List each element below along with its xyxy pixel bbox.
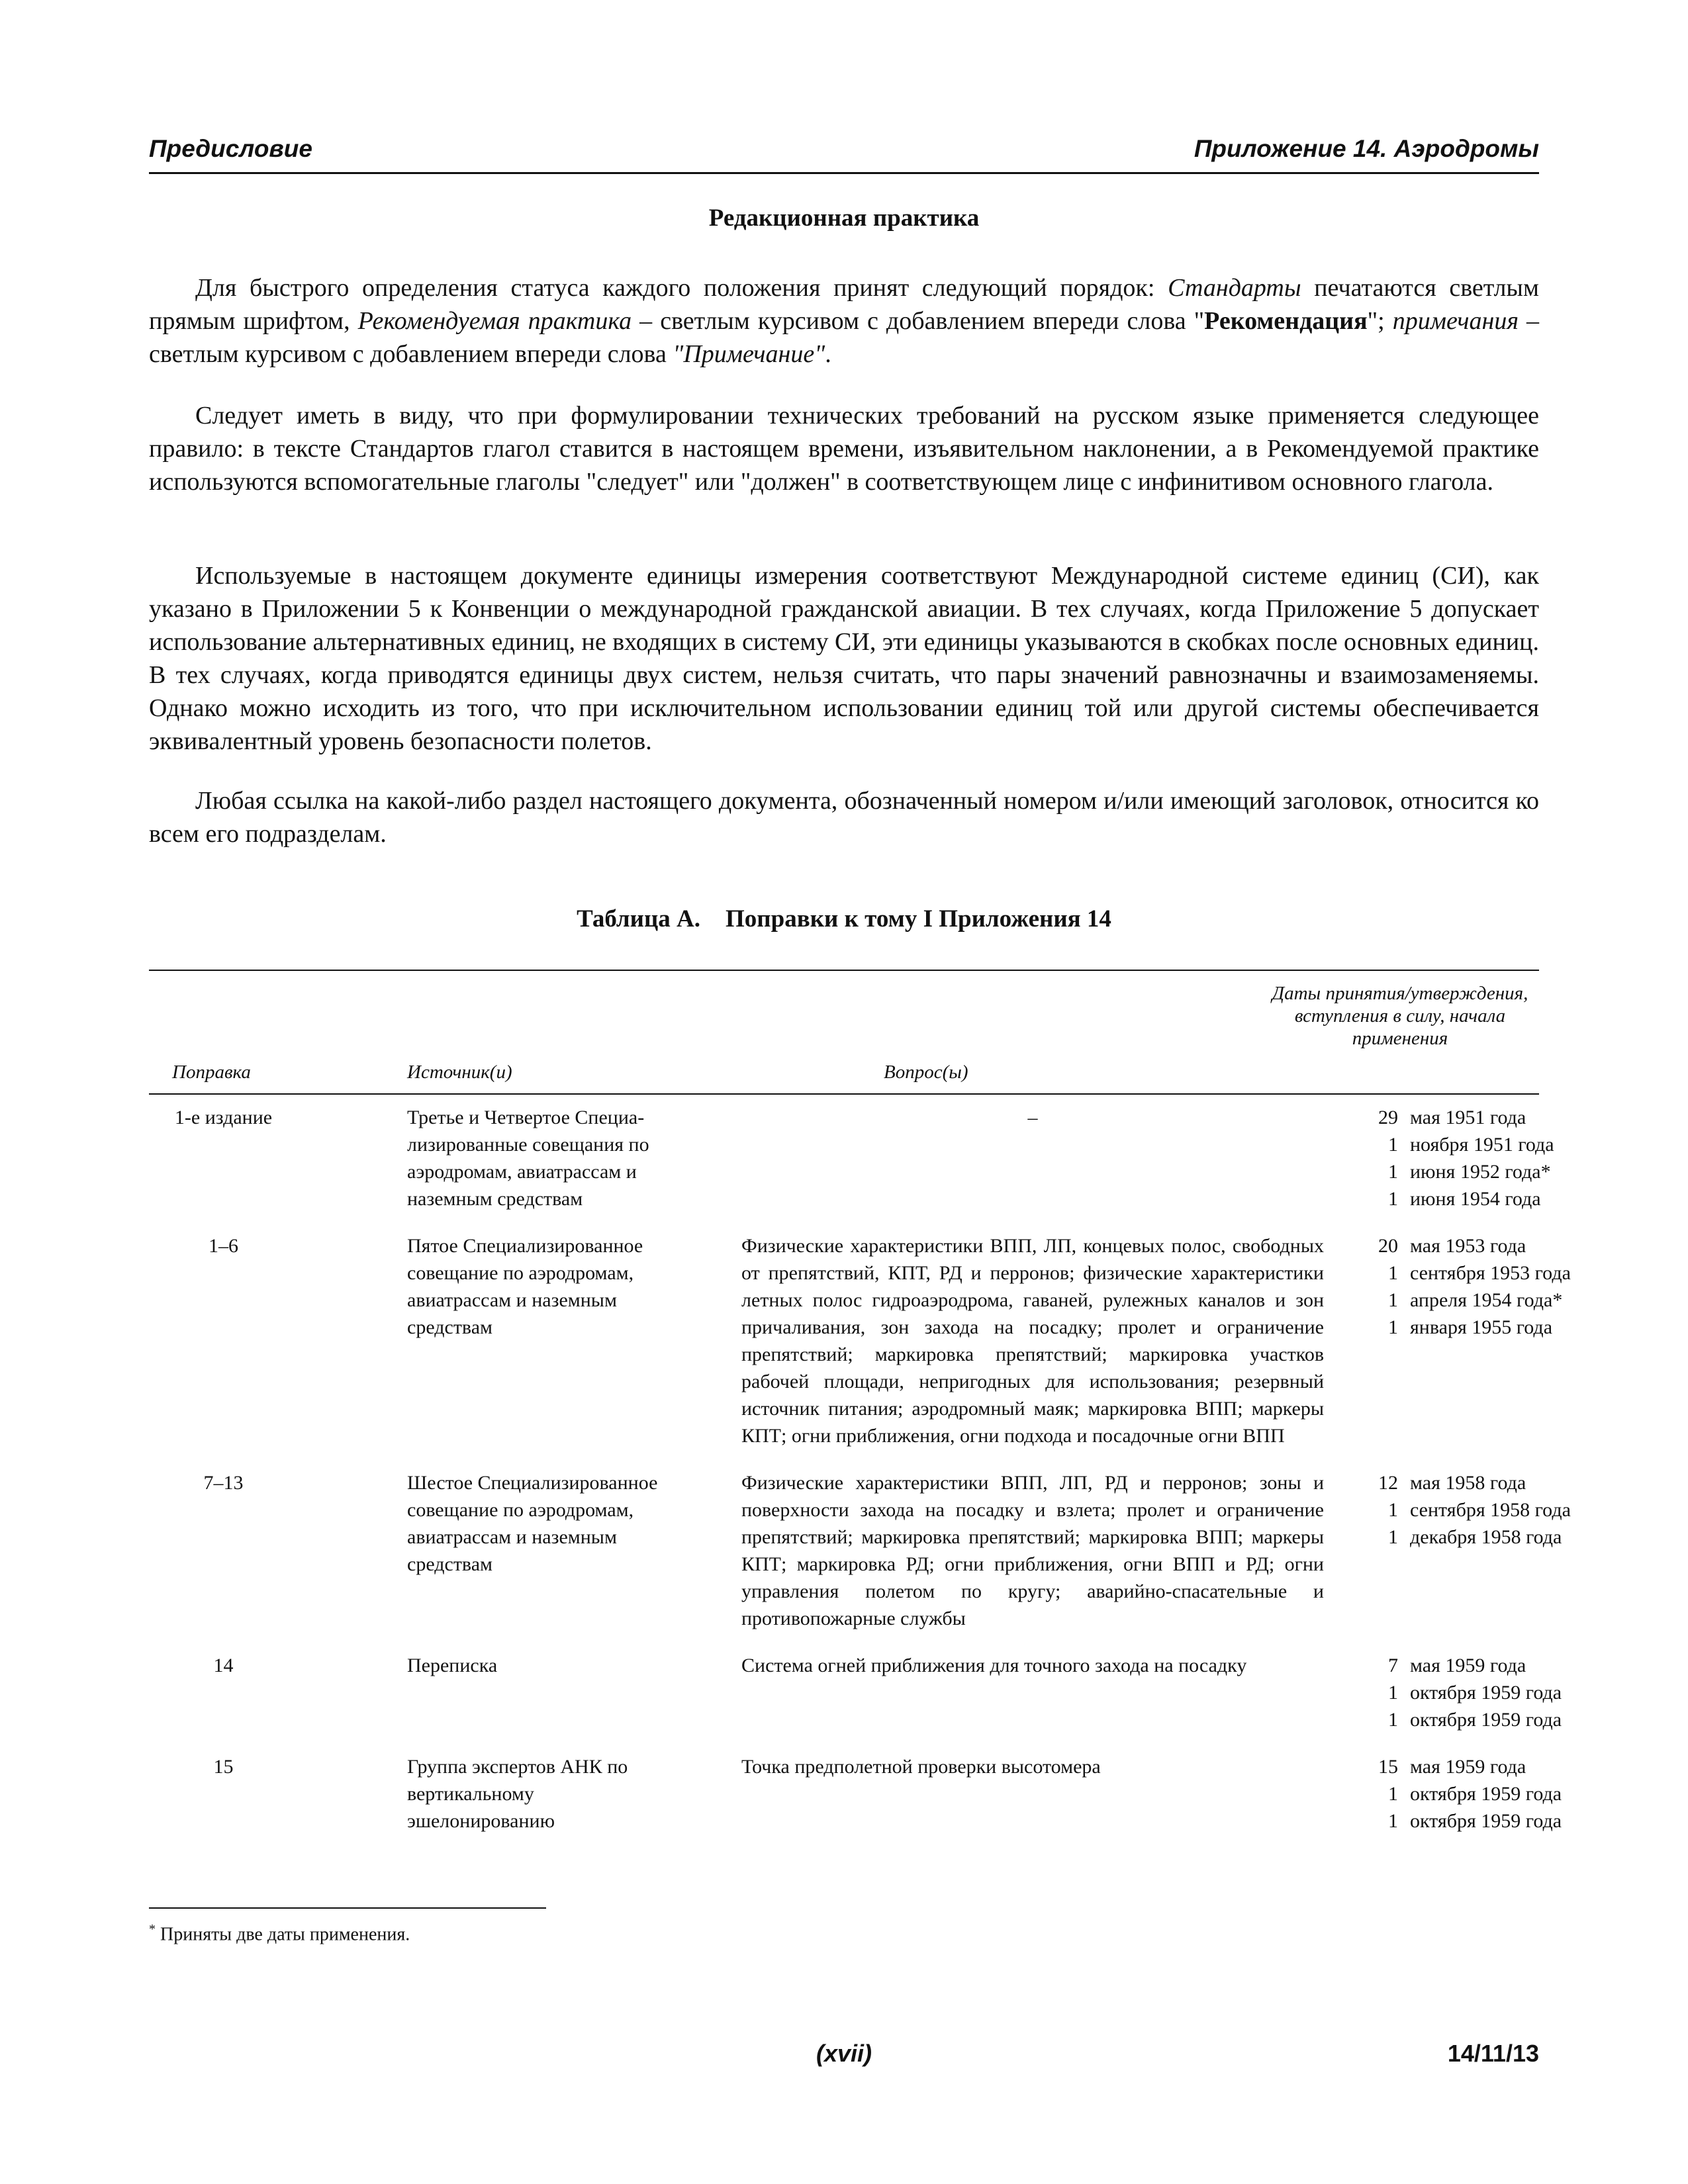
date-line: 1 июня 1954 года	[1388, 1188, 1541, 1210]
date-line: 1 октября 1959 года	[1388, 1810, 1562, 1832]
table-title	[149, 905, 1539, 933]
table-row	[149, 1469, 1571, 1632]
cell-dates	[1370, 1469, 1642, 1551]
amendments-table-body	[149, 1104, 1571, 1854]
cell-dates	[1370, 1104, 1642, 1212]
date-line: 1 октября 1959 года	[1388, 1682, 1562, 1704]
cell-dates	[1370, 1753, 1642, 1835]
cell-source: Переписка	[407, 1655, 498, 1676]
document-page	[149, 0, 1571, 2184]
paragraph-language-rule: Следует иметь в виду, что при формулировании технических требований на русском языке применяется следующее правило: в тексте Стандартов глагол ставится в настоящем времени, изъявительном наклонении, а в Рекомендуемой практике используются вспомогательные глаголы "следует" или "должен" в соответствующем лице с инфинитивом основного глагола.	[149, 402, 1539, 496]
cell-source: Третье и Четвертое Специализированные совещания по аэродромам, авиатрассам и наземным средствам	[407, 1107, 649, 1210]
cell-source: Группа экспертов АНК по вертикальному эшелонированию	[407, 1756, 628, 1832]
footnote-rule	[149, 1907, 546, 1909]
table-row	[149, 1104, 1554, 1212]
cell-question: –	[1027, 1107, 1038, 1128]
cell-question: Система огней приближения для точного захода на посадку	[741, 1655, 1247, 1676]
date-line: 7 мая 1959 года	[1388, 1655, 1526, 1676]
date-line: 1 января 1955 года	[1388, 1316, 1553, 1338]
header-dates: Даты принятия/утверждения, вступления в силу, начала применения	[1272, 983, 1528, 1049]
table-row	[149, 1652, 1562, 1733]
table-caption: Поправки к тому I Приложения 14	[726, 905, 1111, 933]
cell-source: Пятое Специализированное совещание по аэродромам, авиатрассам и наземным средствам	[407, 1235, 643, 1338]
cell-amendment: 7–13	[203, 1472, 244, 1494]
page-number: (xvii)	[816, 2040, 872, 2067]
footnote-text: Приняты две даты применения.	[156, 1924, 410, 1945]
header-left: Предисловие	[149, 135, 312, 162]
table-header-rule	[149, 1093, 1539, 1095]
date-line: 1 декабря 1958 года	[1388, 1526, 1562, 1548]
date-line: 1 октября 1959 года	[1388, 1709, 1562, 1731]
running-header	[149, 132, 1539, 174]
header-amendment: Поправка	[172, 1062, 251, 1083]
paragraph-units: Используемые в настоящем документе единицы измерения соответствуют Международной системе единиц (СИ), как указано в Приложении 5 к Конвенции о международной гражданской авиации. В тех случаях, когда Приложение 5 допускает использование альтернативных единиц, не входящих в систему СИ, эти единицы указываются в скобках после основных единиц. В тех случаях, когда приводятся единицы двух систем, нельзя считать, что пары значений равнозначны и взаимозаменяемы. Однако можно исходить из того, что при исключительном использовании единиц той или другой системы обеспечивается эквивалентный уровень безопасности полетов.	[149, 562, 1539, 755]
table-label: Таблица А.	[577, 905, 701, 933]
date-line: 15 мая 1959 года	[1378, 1756, 1526, 1778]
cell-question: Физические характеристики ВПП, ЛП, концевых полос, свободных от препятствий, КПТ, РД и перронов; физические характеристики летных полос гидроаэродрома, гаваней, рулежных каналов и зон причаливания, зон захода на посадку; пролет и ограничение препятствий; маркировка препятствий; маркировка участков рабочей площади, непригодных для использования; резервный источник питания; аэродромный маяк; маркировка ВПП; маркеры КПТ; огни приближения, огни подхода и посадочные огни ВПП	[741, 1235, 1324, 1447]
date-line: 1 октября 1959 года	[1388, 1783, 1562, 1805]
date-line: 1 ноября 1951 года	[1388, 1134, 1554, 1156]
header-source: Источник(и)	[407, 1062, 512, 1083]
table-row	[149, 1753, 1562, 1835]
cell-source: Шестое Специализированное совещание по аэродромам, авиатрассам и наземным средствам	[407, 1472, 658, 1575]
cell-dates	[1370, 1232, 1642, 1341]
revision-date: 14/11/13	[1447, 2040, 1539, 2067]
cell-dates	[1370, 1652, 1642, 1733]
footnote	[149, 1922, 410, 1945]
date-line: 12 мая 1958 года	[1378, 1472, 1526, 1494]
cell-amendment: 1-е издание	[174, 1107, 273, 1128]
date-line: 29 мая 1951 года	[1378, 1107, 1526, 1128]
date-line: 1 сентября 1958 года	[1388, 1499, 1571, 1521]
section-title: Редакционная практика	[708, 205, 980, 232]
date-line: 20 мая 1953 года	[1378, 1235, 1526, 1257]
header-right: Приложение 14. Аэродромы	[1194, 135, 1539, 162]
paragraph-references: Любая ссылка на какой-либо раздел настоящего документа, обозначенный номером и/или имеющий заголовок, относится ко всем его подразделам.	[149, 787, 1539, 848]
footnote-mark: *	[149, 1922, 156, 1936]
cell-amendment: 14	[213, 1655, 234, 1676]
header-question: Вопрос(ы)	[884, 1062, 968, 1083]
cell-question: Физические характеристики ВПП, ЛП, РД и перронов; зоны и поверхности захода на посадку и взлета; пролет и ограничение препятствий; маркировка препятствий; маркировка ВПП; маркеры КПТ; маркировка РД; огни приближения, огни ВПП и РД; огни управления полетом по кругу; аварийно-спасательные и противопожарные службы	[741, 1472, 1324, 1629]
date-line: 1 сентября 1953 года	[1388, 1262, 1571, 1284]
table-top-rule	[149, 970, 1539, 971]
table-row	[149, 1232, 1571, 1449]
date-line: 1 апреля 1954 года*	[1388, 1289, 1563, 1311]
date-line: 1 июня 1952 года*	[1388, 1161, 1551, 1183]
cell-question: Точка предполетной проверки высотомера	[741, 1756, 1101, 1778]
paragraph-editorial-practice: Для быстрого определения статуса каждого положения принят следующий порядок: Стандарты печатаются светлым прямым шрифтом, Рекомендуемая практика – светлым курсивом с добавлением впереди слова "Рекомендация"; примечания – светлым курсивом с добавлением впереди слова "Примечание".	[149, 274, 1540, 368]
cell-amendment: 1–6	[209, 1235, 238, 1257]
cell-amendment: 15	[213, 1756, 234, 1778]
